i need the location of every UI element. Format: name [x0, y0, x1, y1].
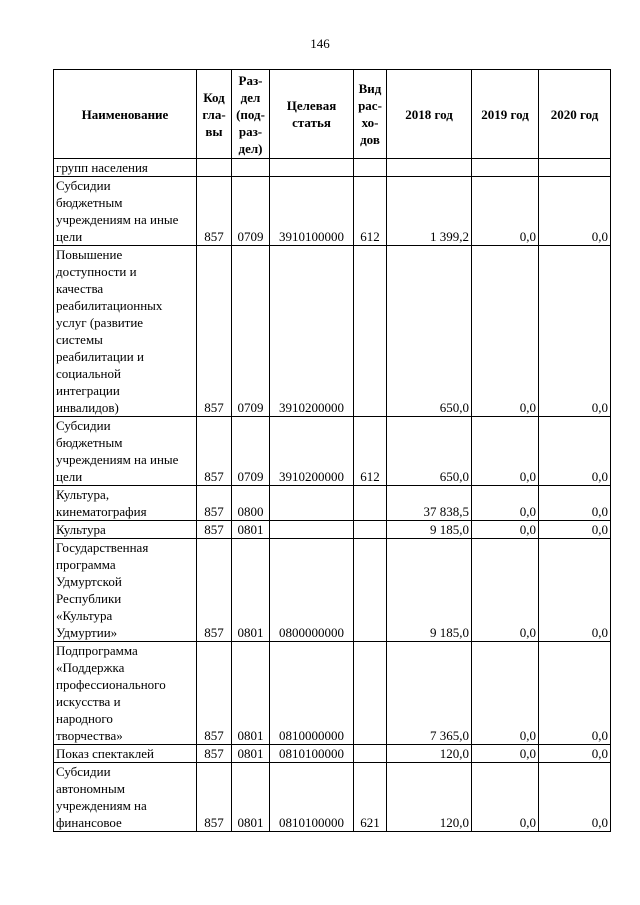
table-row — [54, 159, 611, 177]
year-2019-cell: 0,0 — [472, 521, 539, 539]
year-2020-cell — [539, 159, 611, 177]
header-chapter-code — [197, 70, 232, 159]
year-2020-cell: 0,0 — [539, 745, 611, 763]
year-2020-cell: 0,0 — [539, 642, 611, 745]
name-cell — [54, 642, 197, 745]
name-line: инвалидов) — [56, 400, 119, 415]
name-line: «Поддержка — [56, 660, 125, 675]
expense-kind-cell: 621 — [354, 763, 387, 832]
expense-kind-cell — [354, 539, 387, 642]
name-line: автономным — [56, 781, 125, 796]
name-cell — [54, 521, 197, 539]
chapter-code-cell: 857 — [197, 763, 232, 832]
year-2018-cell: 37 838,5 — [387, 486, 472, 521]
header-line: дел — [240, 89, 261, 105]
name-line: цели — [56, 229, 83, 244]
year-2019-cell: 0,0 — [472, 417, 539, 486]
name-cell — [54, 539, 197, 642]
table-row — [54, 177, 611, 246]
year-2020-cell: 0,0 — [539, 417, 611, 486]
name-cell — [54, 486, 197, 521]
name-line: цели — [56, 469, 83, 484]
year-2019-cell: 0,0 — [472, 246, 539, 417]
header-row — [54, 70, 611, 159]
year-2019-cell: 0,0 — [472, 763, 539, 832]
target-article-cell: 3910200000 — [270, 417, 354, 486]
name-line: системы — [56, 332, 103, 347]
header-line: 2019 год — [481, 106, 529, 122]
header-line: Раз- — [238, 72, 263, 88]
chapter-code-cell: 857 — [197, 521, 232, 539]
name-line: Удмуртии» — [56, 625, 118, 640]
name-line: Субсидии — [56, 178, 111, 193]
section-cell: 0801 — [232, 642, 270, 745]
target-article-cell — [270, 521, 354, 539]
chapter-code-cell — [197, 159, 232, 177]
name-cell — [54, 177, 197, 246]
year-2020-cell: 0,0 — [539, 539, 611, 642]
year-2018-cell: 9 185,0 — [387, 539, 472, 642]
chapter-code-cell: 857 — [197, 417, 232, 486]
header-line: статья — [292, 115, 331, 130]
header-line: раз- — [238, 123, 263, 139]
name-line: услуг (развитие — [56, 315, 144, 330]
name-line: интеграции — [56, 383, 120, 398]
target-article-cell — [270, 486, 354, 521]
header-line: Код — [203, 89, 225, 105]
name-line: Подпрограмма — [56, 643, 138, 658]
header-line: (под- — [236, 106, 265, 122]
target-article-cell: 3910200000 — [270, 246, 354, 417]
table-row — [54, 745, 611, 763]
chapter-code-cell: 857 — [197, 642, 232, 745]
header-line: Наименование — [81, 106, 169, 122]
header-line: рас- — [358, 98, 382, 113]
name-line: «Культура — [56, 608, 113, 623]
year-2020-cell: 0,0 — [539, 246, 611, 417]
target-article-cell: 0810100000 — [270, 763, 354, 832]
year-2019-cell — [472, 159, 539, 177]
table-body — [54, 159, 611, 832]
year-2018-cell: 650,0 — [387, 246, 472, 417]
name-line: творчества» — [56, 728, 123, 743]
year-2019-cell: 0,0 — [472, 539, 539, 642]
header-line: гла- — [202, 106, 226, 122]
name-line: Субсидии — [56, 764, 111, 779]
name-line: Республики — [56, 591, 122, 606]
header-year-2020 — [539, 70, 611, 159]
year-2019-cell: 0,0 — [472, 642, 539, 745]
year-2020-cell: 0,0 — [539, 486, 611, 521]
chapter-code-cell: 857 — [197, 246, 232, 417]
expense-kind-cell — [354, 642, 387, 745]
year-2019-cell: 0,0 — [472, 745, 539, 763]
section-cell: 0801 — [232, 539, 270, 642]
target-article-cell — [270, 159, 354, 177]
header-expense-kind — [354, 70, 387, 159]
name-line: качества — [56, 281, 104, 296]
year-2019-cell: 0,0 — [472, 486, 539, 521]
table-row — [54, 417, 611, 486]
table-row — [54, 521, 611, 539]
expense-kind-cell — [354, 745, 387, 763]
page-number: 146 — [310, 36, 330, 51]
chapter-code-cell: 857 — [197, 486, 232, 521]
expense-kind-cell — [354, 246, 387, 417]
expense-kind-cell — [354, 486, 387, 521]
section-cell: 0801 — [232, 745, 270, 763]
name-line: Государственная — [56, 540, 149, 555]
year-2018-cell: 120,0 — [387, 763, 472, 832]
name-line: Культура, — [56, 487, 110, 502]
section-cell: 0709 — [232, 417, 270, 486]
name-line: учреждениям на — [56, 798, 147, 813]
header-line: Вид — [358, 81, 382, 96]
name-line: социальной — [56, 366, 121, 381]
chapter-code-cell: 857 — [197, 177, 232, 246]
name-line: учреждениям на иные — [56, 212, 179, 227]
budget-table — [53, 69, 611, 832]
name-cell — [54, 246, 197, 417]
target-article-cell: 3910100000 — [270, 177, 354, 246]
header-section — [232, 70, 270, 159]
section-cell: 0801 — [232, 763, 270, 832]
section-cell: 0709 — [232, 177, 270, 246]
name-line: профессионального — [56, 677, 166, 692]
header-name — [54, 70, 197, 159]
name-line: народного — [56, 711, 113, 726]
year-2018-cell: 1 399,2 — [387, 177, 472, 246]
name-cell — [54, 417, 197, 486]
header-year-2018 — [387, 70, 472, 159]
chapter-code-cell: 857 — [197, 539, 232, 642]
chapter-code-cell: 857 — [197, 745, 232, 763]
name-cell — [54, 159, 197, 177]
header-line: 2018 год — [405, 106, 453, 122]
expense-kind-cell: 612 — [354, 177, 387, 246]
name-line: программа — [56, 557, 116, 572]
header-line: вы — [205, 123, 223, 139]
name-line: финансовое — [56, 815, 122, 830]
expense-kind-cell — [354, 521, 387, 539]
table-row — [54, 539, 611, 642]
header-line: Целевая — [286, 98, 337, 113]
year-2018-cell: 650,0 — [387, 417, 472, 486]
header-year-2019 — [472, 70, 539, 159]
header-line: дов — [360, 132, 380, 147]
section-cell — [232, 159, 270, 177]
name-line: Повышение — [56, 247, 123, 262]
year-2018-cell: 120,0 — [387, 745, 472, 763]
year-2020-cell: 0,0 — [539, 177, 611, 246]
section-cell: 0709 — [232, 246, 270, 417]
year-2020-cell: 0,0 — [539, 763, 611, 832]
header-target-article — [270, 70, 354, 159]
expense-kind-cell: 612 — [354, 417, 387, 486]
name-line: искусства и — [56, 694, 121, 709]
header-line: 2020 год — [550, 106, 599, 122]
name-line: Удмуртской — [56, 574, 122, 589]
year-2018-cell: 9 185,0 — [387, 521, 472, 539]
name-line: реабилитации и — [56, 349, 144, 364]
name-line: бюджетным — [56, 435, 123, 450]
section-cell: 0801 — [232, 521, 270, 539]
expense-kind-cell — [354, 159, 387, 177]
target-article-cell: 0810100000 — [270, 745, 354, 763]
header-line: дел) — [238, 140, 263, 156]
year-2018-cell — [387, 159, 472, 177]
name-line: бюджетным — [56, 195, 123, 210]
table-row — [54, 246, 611, 417]
name-line: реабилитационных — [56, 298, 163, 313]
year-2019-cell: 0,0 — [472, 177, 539, 246]
name-line: доступности и — [56, 264, 137, 279]
table-row — [54, 642, 611, 745]
name-line: Субсидии — [56, 418, 111, 433]
year-2018-cell: 7 365,0 — [387, 642, 472, 745]
table-row — [54, 486, 611, 521]
name-cell — [54, 763, 197, 832]
name-line: Показ спектаклей — [56, 746, 154, 761]
header-line: хо- — [361, 115, 379, 130]
name-line: групп населения — [56, 160, 148, 175]
name-line: кинематография — [56, 504, 147, 519]
section-cell: 0800 — [232, 486, 270, 521]
name-cell — [54, 745, 197, 763]
year-2020-cell: 0,0 — [539, 521, 611, 539]
table-row — [54, 763, 611, 832]
target-article-cell: 0800000000 — [270, 539, 354, 642]
target-article-cell: 0810000000 — [270, 642, 354, 745]
name-line: Культура — [56, 522, 106, 537]
name-line: учреждениям на иные — [56, 452, 179, 467]
